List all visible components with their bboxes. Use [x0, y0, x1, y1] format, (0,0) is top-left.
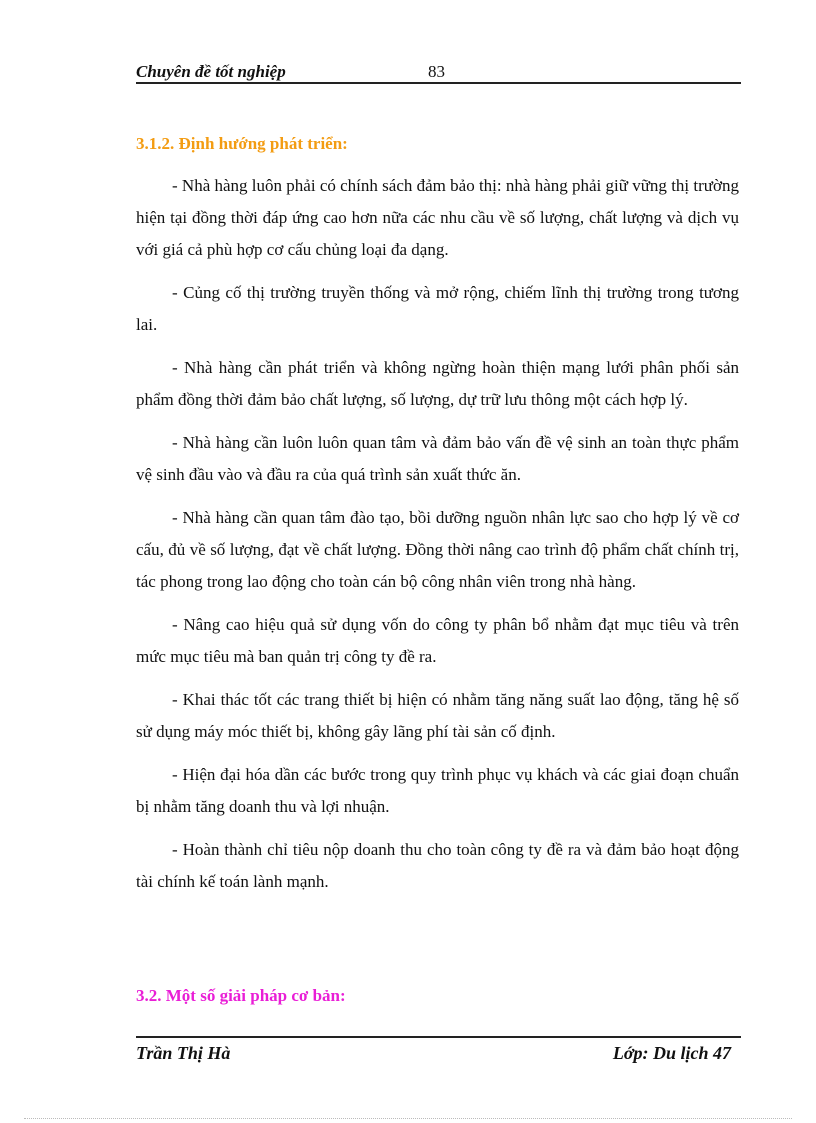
page-header	[136, 60, 741, 84]
paragraph: - Nâng cao hiệu quả sử dụng vốn do công ty phân bổ nhằm đạt mục tiêu và trên mức mục tiêu mà ban quản trị công ty đề ra.	[136, 615, 739, 666]
author-name: Trần Thị Hà	[136, 1043, 231, 1063]
paragraph: - Nhà hàng luôn phải có chính sách đảm bảo thị: nhà hàng phải giữ vững thị trường hiện tại đồng thời đáp ứng cao hơn nữa các nhu cầu về số lượng, chất lượng và dịch vụ với giá cả phù hợp cơ cấu chủng loại đa dạng.	[136, 176, 739, 259]
paragraph: - Củng cố thị trường truyền thống và mở rộng, chiếm lĩnh thị trường trong tương lai.	[136, 283, 739, 334]
section-body	[136, 170, 739, 909]
paragraph: - Nhà hàng cần phát triển và không ngừng hoàn thiện mạng lưới phân phối sản phẩm đồng thời đảm bảo chất lượng, số lượng, dự trữ lưu thông một cách hợp lý.	[136, 358, 739, 409]
page-number: 83	[428, 62, 445, 81]
paragraph: - Khai thác tốt các trang thiết bị hiện có nhằm tăng năng suất lao động, tăng hệ số sử dụng máy móc thiết bị, không gây lãng phí tài sản cố định.	[136, 690, 739, 741]
paragraph: - Hoàn thành chỉ tiêu nộp doanh thu cho toàn công ty đề ra và đảm bảo hoạt động tài chính kế toán lành mạnh.	[136, 840, 739, 891]
paragraph: - Nhà hàng cần quan tâm đào tạo, bồi dưỡng nguồn nhân lực sao cho hợp lý về cơ cấu, đủ về số lượng, đạt về chất lượng. Đồng thời nâng cao trình độ phẩm chất chính trị, tác phong trong lao động cho toàn cán bộ công nhân viên trong nhà hàng.	[136, 508, 739, 591]
document-title: Chuyên đề tốt nghiệp	[136, 62, 286, 81]
section-heading-3-1-2: 3.1.2. Định hướng phát triển:	[136, 134, 348, 153]
section-heading-3-2: 3.2. Một số giải pháp cơ bản:	[136, 986, 346, 1005]
class-label: Lớp: Du lịch 47	[612, 1043, 731, 1063]
paragraph: - Nhà hàng cần luôn luôn quan tâm và đảm bảo vấn đề vệ sinh an toàn thực phẩm vệ sinh đầu vào và đầu ra của quá trình sản xuất thức ăn.	[136, 433, 739, 484]
paragraph: - Hiện đại hóa dần các bước trong quy trình phục vụ khách và các giai đoạn chuẩn bị nhằm tăng doanh thu và lợi nhuận.	[136, 765, 739, 816]
page-edge-divider	[24, 1118, 792, 1119]
page-footer	[136, 1036, 741, 1070]
